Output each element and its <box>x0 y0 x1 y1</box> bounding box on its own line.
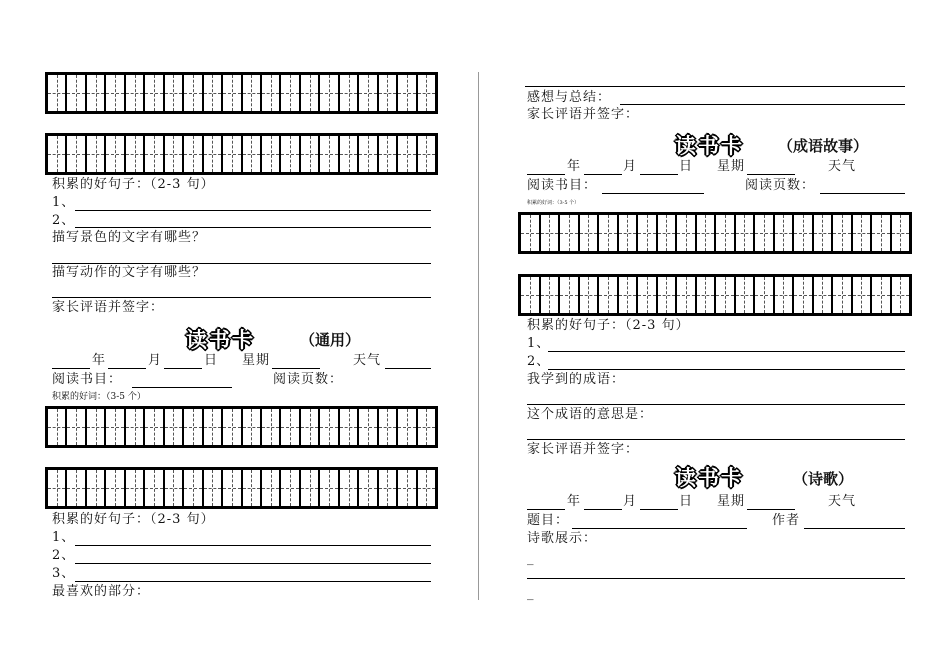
idiom-meaning-label: 这个成语的意思是： <box>527 407 654 422</box>
year-line-poem[interactable] <box>527 509 565 510</box>
item-1-label: 1、 <box>52 195 76 210</box>
weather-label: 天气 <box>353 353 382 368</box>
book-title-line-idiom[interactable] <box>602 193 704 194</box>
weekday-line-poem[interactable] <box>747 509 795 510</box>
month-line-idiom[interactable] <box>584 174 622 175</box>
poem-dash-1: _ <box>527 551 535 566</box>
weather-line[interactable] <box>385 368 431 369</box>
sentence-2-line-2[interactable] <box>75 563 431 564</box>
word-grid-5[interactable] <box>518 212 912 254</box>
good-words-label-idiom: 积累的好词：（3-5 个） <box>527 200 580 206</box>
sentence-1-line-idiom[interactable] <box>548 351 905 352</box>
item-2-label-idiom: 2、 <box>527 354 551 369</box>
word-grid-6[interactable] <box>518 274 912 316</box>
column-divider <box>478 72 479 600</box>
card-type-general: （通用） <box>300 331 361 349</box>
item-1-label-2: 1、 <box>52 530 76 545</box>
good-words-label: 积累的好词：（3-5 个） <box>52 392 146 402</box>
month-label-idiom: 月 <box>623 159 638 174</box>
idiom-learned-label: 我学到的成语： <box>527 372 626 387</box>
favorite-part-label: 最喜欢的部分： <box>52 584 151 599</box>
parent-comment-label-right-1: 家长评语并签字： <box>527 107 640 122</box>
poem-title-label: 题目： <box>527 513 570 528</box>
weekday-label-poem: 星期 <box>717 494 746 509</box>
item-3-label: 3、 <box>52 566 76 581</box>
sentence-2-line-idiom[interactable] <box>548 369 905 370</box>
weekday-line[interactable] <box>272 368 320 369</box>
reflection-label: 感想与总结： <box>527 90 612 105</box>
word-grid-3[interactable] <box>45 406 438 448</box>
reflection-line[interactable] <box>620 104 905 105</box>
pages-read-label: 阅读页数： <box>273 372 344 387</box>
month-line-poem[interactable] <box>584 509 622 510</box>
book-title-label-idiom: 阅读书目： <box>527 178 598 193</box>
day-line-idiom[interactable] <box>640 174 678 175</box>
card-type-poem: （诗歌） <box>793 470 854 488</box>
poem-display-label: 诗歌展示： <box>527 531 598 546</box>
good-sentences-label: 积累的好句子：（2-3 句） <box>52 177 215 192</box>
word-grid-2[interactable] <box>45 133 438 175</box>
item-2-label-2: 2、 <box>52 548 76 563</box>
weather-label-poem: 天气 <box>828 494 857 509</box>
sentence-1-line[interactable] <box>75 210 431 211</box>
year-line-idiom[interactable] <box>527 174 565 175</box>
item-2-label: 2、 <box>52 213 76 228</box>
card-logo: 读书卡 <box>186 327 255 352</box>
pages-read-label-idiom: 阅读页数： <box>745 178 816 193</box>
item-1-label-idiom: 1、 <box>527 336 551 351</box>
card-type-idiom: （成语故事） <box>778 137 869 155</box>
word-grid-1[interactable] <box>45 72 438 114</box>
poem-dash-2: _ <box>527 586 535 601</box>
action-question: 描写动作的文字有哪些？ <box>52 265 207 280</box>
sentence-2-line[interactable] <box>75 227 431 228</box>
action-answer-line[interactable] <box>52 297 431 298</box>
day-line[interactable] <box>164 368 202 369</box>
weekday-line-idiom[interactable] <box>747 174 795 175</box>
day-label-idiom: 日 <box>679 159 694 174</box>
month-line[interactable] <box>108 368 146 369</box>
idiom-learned-line[interactable] <box>527 404 905 405</box>
weather-label-idiom: 天气 <box>828 159 857 174</box>
sentence-1-line-2[interactable] <box>75 545 431 546</box>
word-grid-4[interactable] <box>45 467 438 509</box>
top-line-right[interactable] <box>525 86 905 87</box>
parent-comment-label: 家长评语并签字： <box>52 300 165 315</box>
good-sentences-label-idiom: 积累的好句子：（2-3 句） <box>527 318 690 333</box>
year-label-idiom: 年 <box>567 159 582 174</box>
scenery-question: 描写景色的文字有哪些？ <box>52 230 207 245</box>
year-line[interactable] <box>52 368 90 369</box>
day-label-poem: 日 <box>679 494 694 509</box>
author-label: 作者 <box>772 513 801 528</box>
year-label-poem: 年 <box>567 494 582 509</box>
pages-read-line-idiom[interactable] <box>820 193 905 194</box>
day-label: 日 <box>204 353 219 368</box>
good-sentences-label-2: 积累的好句子：（2-3 句） <box>52 512 215 527</box>
month-label-poem: 月 <box>623 494 638 509</box>
day-line-poem[interactable] <box>640 509 678 510</box>
year-label: 年 <box>92 353 107 368</box>
sentence-3-line[interactable] <box>75 581 431 582</box>
card-logo-idiom: 读书卡 <box>675 133 744 158</box>
weekday-label: 星期 <box>242 353 271 368</box>
weekday-label-idiom: 星期 <box>717 159 746 174</box>
scenery-answer-line[interactable] <box>52 263 431 264</box>
month-label: 月 <box>148 353 163 368</box>
book-title-label: 阅读书目： <box>52 372 123 387</box>
parent-comment-label-right-2: 家长评语并签字： <box>527 442 640 457</box>
poem-line-1[interactable] <box>527 578 905 579</box>
book-title-line[interactable] <box>132 387 232 388</box>
poem-title-line[interactable] <box>572 528 747 529</box>
card-logo-poem: 读书卡 <box>675 465 744 490</box>
idiom-meaning-line[interactable] <box>527 439 905 440</box>
author-line[interactable] <box>804 528 905 529</box>
